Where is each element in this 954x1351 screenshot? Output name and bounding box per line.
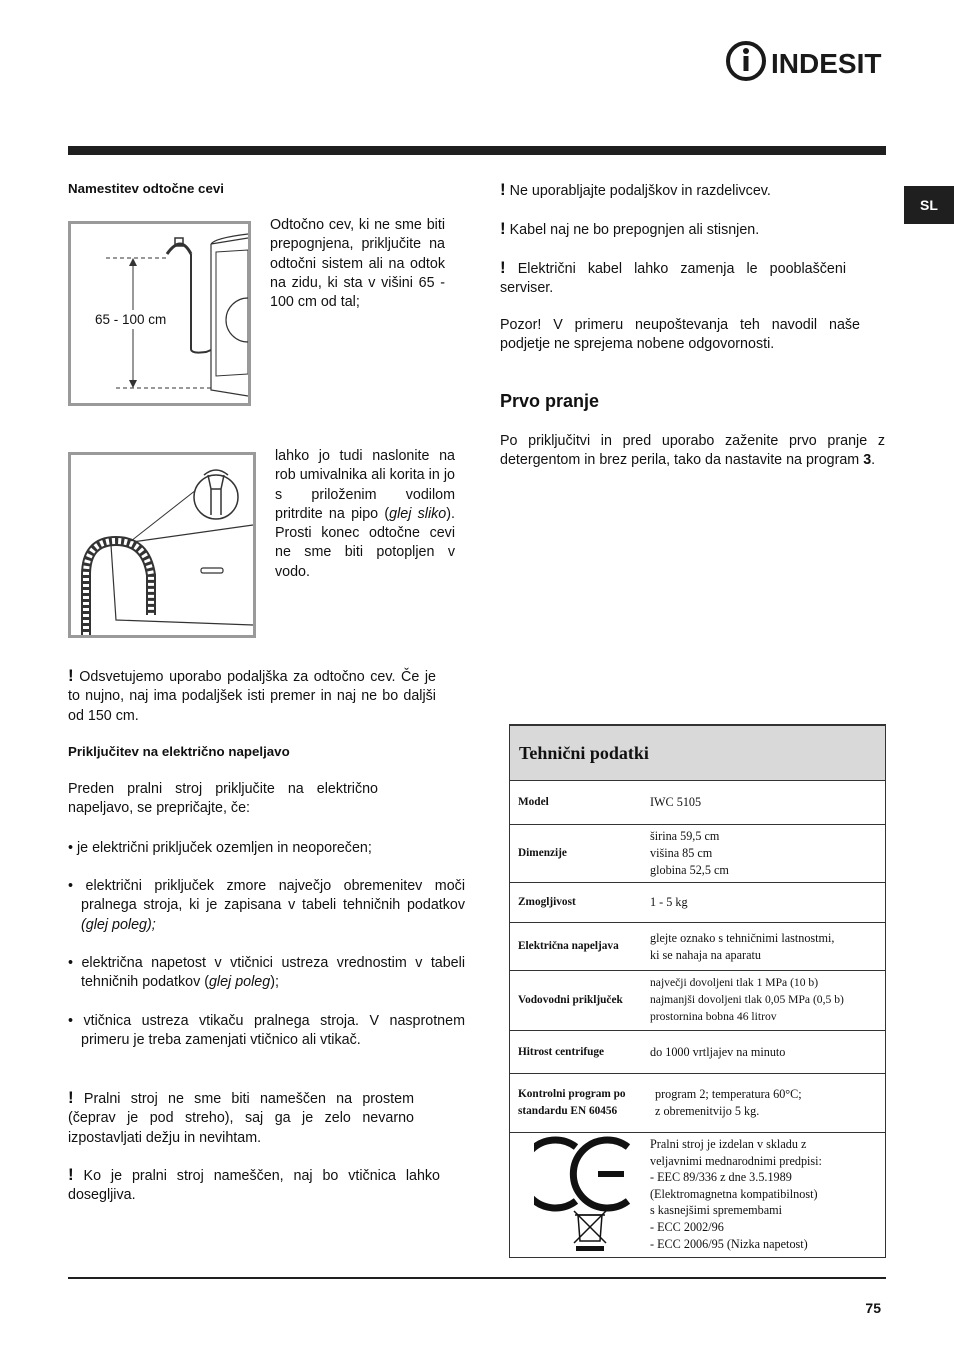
warning-mark: ! bbox=[68, 1165, 74, 1184]
table-row bbox=[510, 781, 885, 825]
row-label: Hitrost centrifuge bbox=[518, 1045, 605, 1058]
drain-hose-sink-figure bbox=[68, 452, 256, 638]
fig1-height-label: 65 - 100 cm bbox=[95, 312, 167, 327]
warning-mark: ! bbox=[68, 666, 74, 685]
row-label: Vodovodni priključek bbox=[518, 994, 623, 1007]
row-value: do 1000 vrtljajev na minuto bbox=[650, 1044, 786, 1059]
logo-text: INDESIT bbox=[771, 48, 882, 79]
bullet-item: • vtičnica ustreza vtikaču pralnega stroja. V nasprotnem primeru je treba zamenjati vtičnico ali vtikač. bbox=[68, 1013, 465, 1049]
warning-no-extensions: ! Ne uporabljajte podaljškov in razdelivcev. bbox=[500, 180, 771, 199]
caution-text: Pozor! V primeru neupoštevanja teh navodil naše podjetje ne sprejema nobene odgovornosti. bbox=[500, 317, 860, 353]
language-tab: SL bbox=[904, 186, 954, 224]
footer-rule bbox=[68, 1277, 886, 1279]
warning-outdoor: ! Pralni stroj ne sme biti nameščen na prostem (čeprav je pod streho), saj ga je zelo nevarno izpostavljati dežju in nevihtam. bbox=[68, 1088, 414, 1146]
drain-hose-text-1: Odtočno cev, ki ne sme biti prepognjena, priključite na odtočni sistem ali na odtok na zidu, ki sta v višini 65 - 100 cm od tal; bbox=[270, 217, 445, 311]
table-row bbox=[510, 971, 885, 1031]
page-number: 75 bbox=[865, 1300, 881, 1316]
bullet-item: • električni priključek zmore največjo obremenitev moči pralnega stroja, ki je zapisana v tabeli tehničnih podatkov (glej poleg); bbox=[68, 878, 465, 933]
warning-mark: ! bbox=[500, 219, 506, 238]
technical-data-title: Tehnični podatki bbox=[510, 726, 885, 781]
first-wash-heading: Prvo pranje bbox=[500, 391, 600, 411]
table-row bbox=[510, 883, 885, 923]
ce-marks bbox=[510, 1133, 650, 1257]
table-row bbox=[510, 1074, 885, 1133]
ce-compliance-text: Pralni stroj je izdelan v skladu z veljavnimi mednarodnimi predpisi: - EEC 89/336 z dne 3.5.1989 (Elektromagnetna kompatibilnost) s kasnejšimi spremembami - ECC 2002/96 - ECC 2006/95 (Nizka napetost) bbox=[650, 1137, 822, 1251]
table-row bbox=[510, 825, 885, 883]
bullet-item: • je električni priključek ozemljen in neoporečen; bbox=[68, 840, 372, 856]
electrical-intro: Preden pralni stroj priključite na električno napeljavo, se prepričajte, če: bbox=[68, 781, 378, 817]
section-heading-drain-hose: Namestitev odtočne cevi bbox=[68, 181, 224, 196]
warning-mark: ! bbox=[68, 1088, 74, 1107]
crossed-bin-icon bbox=[574, 1211, 606, 1251]
warning-mark: ! bbox=[500, 258, 506, 277]
row-value: IWC 5105 bbox=[650, 795, 702, 810]
row-value: program 2; temperatura 60°C; z obremenitvijo 5 kg. bbox=[655, 1087, 802, 1118]
warning-cable-bent: ! Kabel naj ne bo prepognjen ali stisnjen. bbox=[500, 219, 760, 238]
row-value: največji dovoljeni tlak 1 MPa (10 b) najmanjši dovoljeni tlak 0,05 MPa (0,5 b) prostornina bobna 46 litrov bbox=[650, 976, 844, 1023]
indesit-logo bbox=[725, 40, 887, 87]
ce-mark-icon bbox=[534, 1140, 628, 1208]
row-label: Zmogljivost bbox=[518, 896, 576, 909]
first-wash-text: Po priključitvi in pred uporabo zaženite prvo pranje z detergentom in brez perila, tako da nastavite na program 3. bbox=[500, 433, 885, 469]
warning-cable-service: ! Električni kabel lahko zamenja le pooblaščeni serviser. bbox=[500, 258, 846, 297]
row-label: Električna napeljava bbox=[518, 940, 619, 953]
indesit-i-circle-icon bbox=[725, 40, 887, 82]
warning-socket-access: ! Ko je pralni stroj nameščen, naj bo vtičnica lahko dosegljiva. bbox=[68, 1165, 440, 1204]
drain-hose-height-figure bbox=[68, 221, 251, 406]
drain-hose-text-2: lahko jo tudi naslonite na rob umivalnika ali korita in jo s priloženim vodilom pritrdite na pipo (glej sliko). Prosti konec odtočne cevi ne sme biti potopljen v vodo. bbox=[275, 448, 455, 580]
table-row bbox=[510, 923, 885, 971]
header-rule bbox=[68, 146, 886, 155]
row-value: 1 - 5 kg bbox=[650, 895, 688, 910]
technical-data-table bbox=[509, 724, 886, 1258]
warning-mark: ! bbox=[500, 180, 506, 199]
row-label: Dimenzije bbox=[518, 847, 567, 860]
table-row-ce bbox=[510, 1133, 885, 1257]
row-value: glejte oznako s tehničnimi lastnostmi, ki se nahaja na aparatu bbox=[650, 930, 835, 962]
warning-extension-hose: ! Odsvetujemo uporabo podaljška za odtočno cev. Če je to nujno, naj ima podaljšek isti premer in naj ne bo daljši od 150 cm. bbox=[68, 666, 436, 724]
row-label: Model bbox=[518, 796, 549, 809]
bullet-item: • električna napetost v vtičnici ustreza vrednostim v tabeli tehničnih podatkov (glej poleg); bbox=[68, 955, 465, 991]
row-label: Kontrolni program po standardu EN 60456 bbox=[518, 1088, 626, 1117]
row-value: širina 59,5 cm višina 85 cm globina 52,5 cm bbox=[650, 829, 729, 877]
table-row bbox=[510, 1031, 885, 1074]
section-heading-electrical: Priključitev na električno napeljavo bbox=[68, 744, 290, 759]
